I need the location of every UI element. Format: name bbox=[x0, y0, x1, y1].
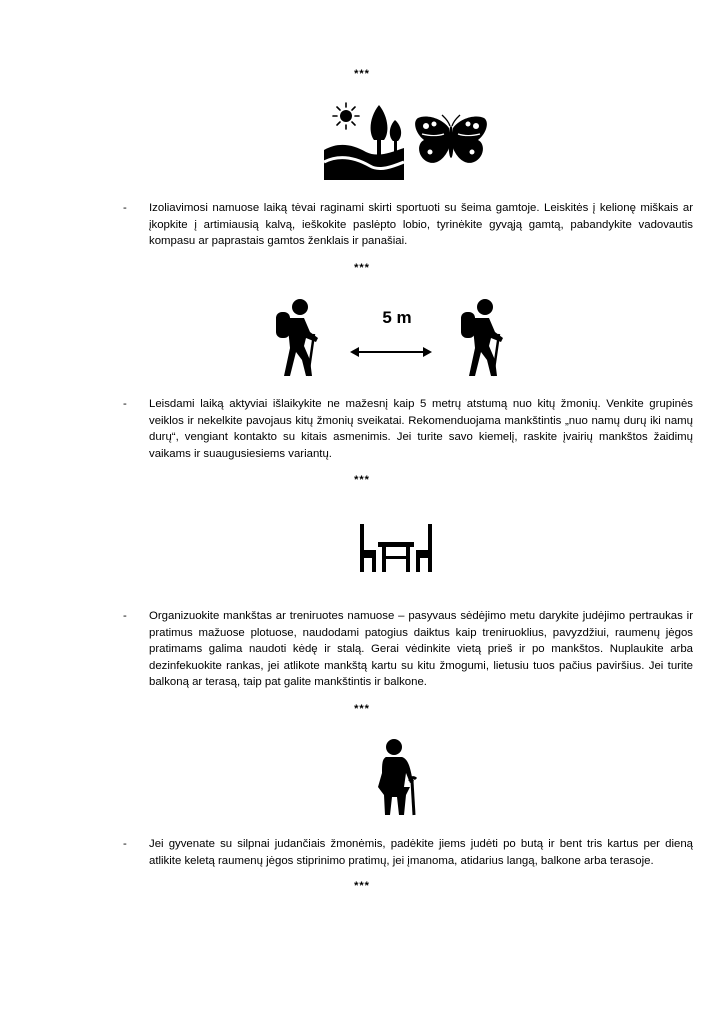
hiker-icon bbox=[455, 298, 511, 378]
elderly-person-icon bbox=[370, 737, 426, 817]
paragraph-text: Jei gyvenate su silpnai judančiais žmonėmis, padėkite jiems judėti po butą ir bent tris kartus per dieną atlikite keletą raumenų jėgos stiprinimo pratimų, jei įmanoma, atidarius langą, balkone arba terasoje. bbox=[149, 838, 693, 867]
nature-landscape-icon bbox=[322, 100, 406, 182]
list-item bbox=[123, 608, 693, 691]
paragraph-text: Organizuokite mankštas ar treniruotes namuose – pasyvaus sėdėjimo metu darykite judėjimo pertraukas ir pratimus mažuose plotuose, naudodami patogius daiktus kaip treniruoklius, pavyzdžiui, raumenų jėgos pratimams galima naudoti kėdę ir stalą. Gerai vėdinkite vietą prieš ir po mankštos. Nuplaukite arba dezinfekuokite rankas, jei atlikote mankštą kartu su kitu žmogumi, lietusiu tuos pačius paviršius. Jei turite balkoną ar terasą, taip pat galite mankštintis ir balkone. bbox=[149, 610, 693, 689]
hiker-icon bbox=[270, 298, 326, 378]
list-item bbox=[123, 396, 693, 462]
list-item bbox=[123, 836, 693, 869]
separator: *** bbox=[354, 262, 370, 274]
distance-label: 5 m bbox=[382, 308, 412, 327]
paragraph-text: Leisdami laiką aktyviai išlaikykite ne mažesnį kaip 5 metrų atstumą nuo kitų žmonių. Venkite grupinės veiklos ir nekelkite pavojaus kitų žmonių sveikatai. Rekomenduojama mankštintis „nuo namų durų iki namų durų“, vengiant kontakto su kitais asmenimis. Jei turite savo kiemelį, raskite įvairių mankštos žaidimų vaikams ir suaugusiesiems variantų. bbox=[149, 398, 693, 460]
separator: *** bbox=[354, 880, 370, 892]
list-bullet: - bbox=[123, 202, 127, 214]
double-arrow-icon bbox=[350, 345, 432, 359]
list-bullet: - bbox=[123, 610, 127, 622]
paragraph-text: Izoliavimosi namuose laiką tėvai raginami skirti sportuoti su šeima gamtoje. Leiskitės į kelionę miškais ar įkopkite į artimiausią kalvą, ieškokite paslėpto lobio, tyrinėkite gyvąją gamtą, pabandykite vadovautis kompasu ar paprastais gamtos ženklais ir panašiai. bbox=[149, 202, 693, 248]
separator: *** bbox=[354, 474, 370, 486]
list-item bbox=[123, 200, 693, 250]
separator: *** bbox=[354, 68, 370, 80]
table-chairs-icon bbox=[358, 520, 434, 576]
list-bullet: - bbox=[123, 398, 127, 410]
separator: *** bbox=[354, 703, 370, 715]
butterfly-icon bbox=[412, 114, 490, 168]
list-bullet: - bbox=[123, 838, 127, 850]
